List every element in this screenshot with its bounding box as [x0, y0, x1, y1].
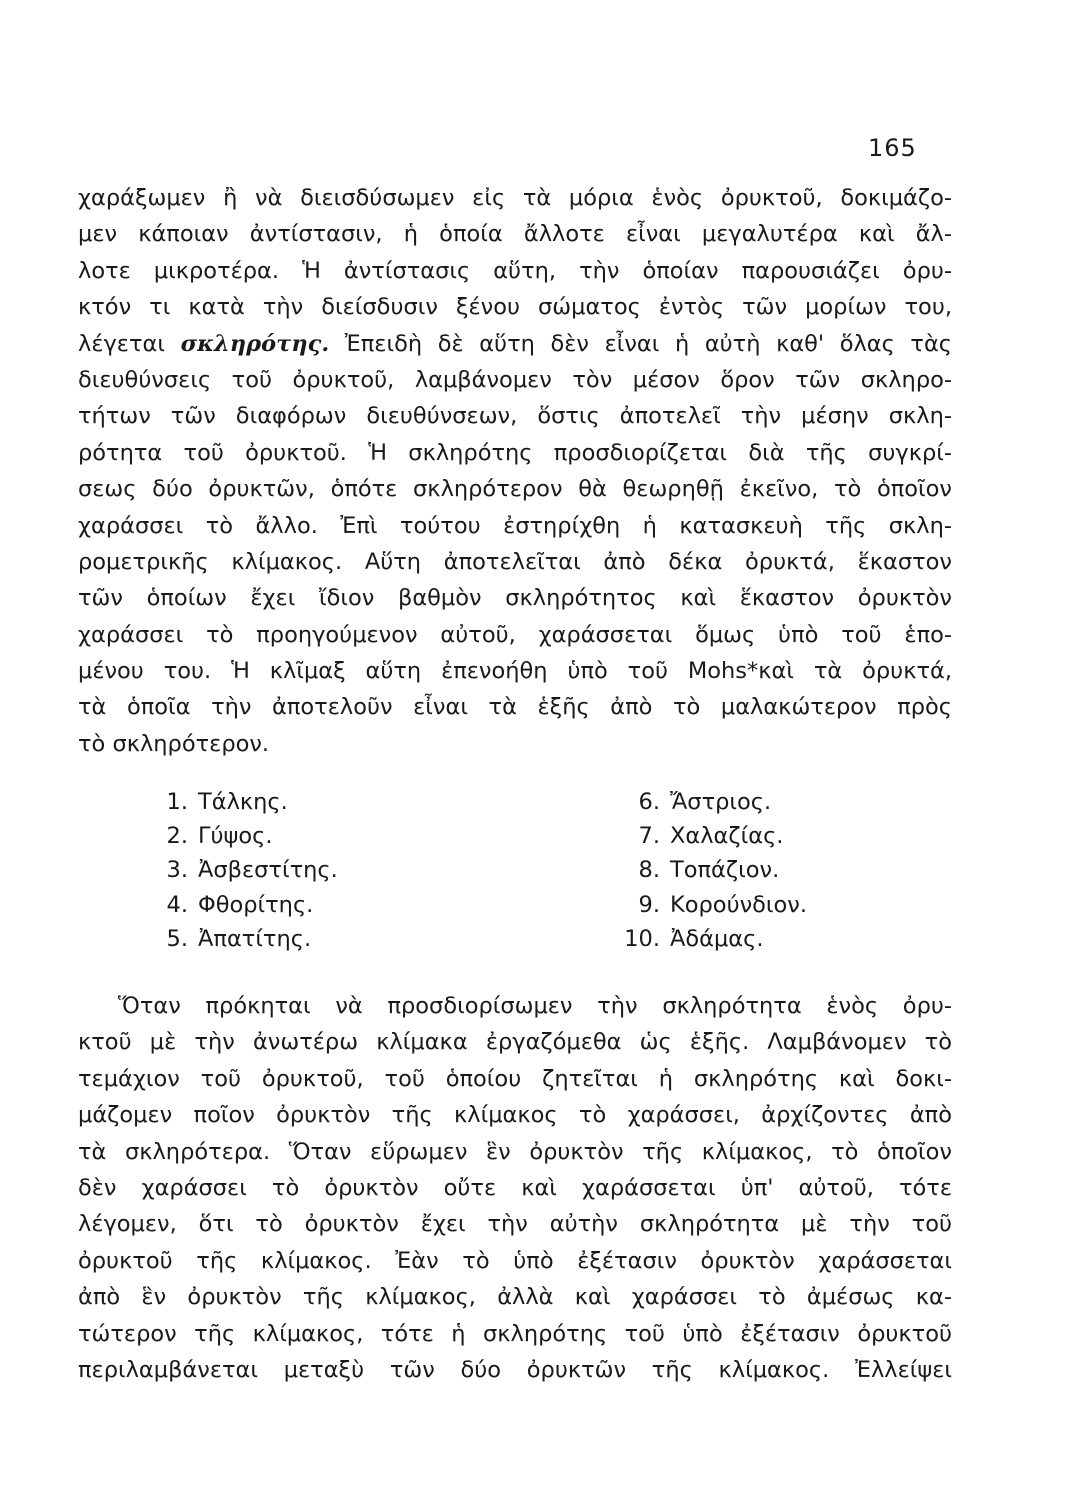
mineral-name: Κορούνδιον. [670, 891, 808, 918]
text-line: διευθύνσεις τοῦ ὀρυκτοῦ, λαμβάνομεν τὸν μέσον ὅρον τῶν σκληρο- [78, 366, 952, 393]
scale-number: 10. [624, 925, 660, 952]
mineral-name: Ἀσβεστίτης. [198, 857, 338, 884]
text-line: ρομετρικῆς κλίμακος. Αὕτη ἀποτελεῖται ἀπὸ δέκα ὀρυκτά, ἕκαστον [78, 548, 952, 575]
scale-number: 2. [166, 823, 188, 850]
text-line: τεμάχιον τοῦ ὀρυκτοῦ, τοῦ ὁποίου ζητεῖται ἡ σκληρότης καὶ δοκι- [78, 1065, 952, 1092]
text-line: μένου του. Ἡ κλῖμαξ αὕτη ἐπενοήθη ὑπὸ τοῦ Mohs*καὶ τὰ ὀρυκτά, [78, 658, 952, 685]
mineral-name: Χαλαζίας. [670, 823, 784, 850]
text-line: μάζομεν ποῖον ὀρυκτὸν τῆς κλίμακος τὸ χαράσσει, ἀρχίζοντες ἀπὸ [78, 1102, 952, 1129]
mineral-name: Ἀπατίτης. [198, 925, 312, 952]
text-line: ἀπὸ ἓν ὀρυκτὸν τῆς κλίμακος, ἀλλὰ καὶ χαράσσει τὸ ἀμέσως κα- [78, 1284, 952, 1311]
scale-number: 6. [638, 789, 660, 815]
scale-number: 1. [166, 789, 188, 815]
scale-item [150, 888, 338, 922]
text-line: λέγομεν, ὅτι τὸ ὀρυκτὸν ἔχει τὴν αὐτὴν σκληρότητα μὲ τὴν τοῦ [78, 1211, 952, 1238]
mineral-name: Γύψος. [198, 823, 273, 850]
paragraph-hardness-definition [78, 180, 952, 762]
paragraph-hardness-procedure [78, 988, 952, 1388]
scale-item [606, 819, 807, 853]
scale-number: 7. [638, 823, 660, 850]
emphasized-term: σκληρότης. [180, 330, 330, 357]
text-line: περιλαμβάνεται μεταξὺ τῶν δύο ὀρυκτῶν τῆς κλίμακος. Ἐλλείψει [78, 1356, 952, 1383]
scale-item [606, 853, 807, 887]
scale-item [150, 922, 338, 956]
text-fragment: Ἐπειδὴ δὲ αὕτη δὲν εἶναι ἡ αὐτὴ καθ' ὅλας τὰς [344, 330, 952, 357]
scale-item [150, 785, 338, 819]
text-line: τῶν ὁποίων ἔχει ἴδιον βαθμὸν σκληρότητος καὶ ἕκαστον ὀρυκτὸν [78, 585, 952, 612]
scale-number: 9. [638, 891, 660, 918]
scale-item [150, 853, 338, 887]
mineral-name: Τάλκης. [198, 789, 288, 815]
text-line: χαράξωμεν ἢ νὰ διεισδύσωμεν εἰς τὰ μόρια ἑνὸς ὀρυκτοῦ, δοκιμάζο- [78, 185, 952, 211]
text-line: χαράσσει τὸ ἄλλο. Ἐπὶ τούτου ἐστηρίχθη ἡ κατασκευὴ τῆς σκλη- [78, 512, 952, 539]
text-line: μεν κάποιαν ἀντίστασιν, ἡ ὁποία ἄλλοτε εἶναι μεγαλυτέρα καὶ ἄλ- [78, 221, 952, 248]
scale-item [606, 922, 807, 956]
text-fragment: λέγεται [78, 330, 165, 357]
text-line: δὲν χαράσσει τὸ ὀρυκτὸν οὔτε καὶ χαράσσεται ὑπ' αὐτοῦ, τότε [78, 1174, 952, 1201]
text-line: σεως δύο ὀρυκτῶν, ὁπότε σκληρότερον θὰ θεωρηθῇ ἐκεῖνο, τὸ ὁποῖον [78, 476, 952, 503]
scale-item [606, 888, 807, 922]
text-line [78, 326, 952, 362]
text-line: κτοῦ μὲ τὴν ἀνωτέρω κλίμακα ἐργαζόμεθα ὡς ἑξῆς. Λαμβάνομεν τὸ [78, 1029, 952, 1056]
text-line: ὀρυκτοῦ τῆς κλίμακος. Ἐὰν τὸ ὑπὸ ἐξέτασιν ὀρυκτὸν χαράσσεται [78, 1247, 952, 1274]
scale-number: 8. [638, 857, 660, 884]
text-line: τήτων τῶν διαφόρων διευθύνσεων, ὅστις ἀποτελεῖ τὴν μέσην σκλη- [78, 403, 952, 430]
hardness-scale-left-column [150, 785, 338, 956]
text-line: τὰ σκληρότερα. Ὅταν εὕρωμεν ἓν ὀρυκτὸν τῆς κλίμακος, τὸ ὁποῖον [78, 1138, 952, 1165]
hardness-scale-right-column [606, 785, 807, 956]
text-line: χαράσσει τὸ προηγούμενον αὐτοῦ, χαράσσεται ὅμως ὑπὸ τοῦ ἑπο- [78, 621, 952, 648]
mineral-name: Ἀδάμας. [670, 925, 764, 952]
text-line: τώτερον τῆς κλίμακος, τότε ἡ σκληρότης τοῦ ὑπὸ ἐξέτασιν ὀρυκτοῦ [78, 1320, 952, 1347]
text-line: τὰ ὁποῖα τὴν ἀποτελοῦν εἶναι τὰ ἑξῆς ἀπὸ τὸ μαλακώτερον πρὸς [78, 694, 952, 721]
scale-item [606, 785, 807, 819]
text-line: Ὅταν πρόκηται νὰ προσδιορίσωμεν τὴν σκληρότητα ἑνὸς ὀρυ- [118, 993, 952, 1019]
scale-number: 4. [166, 891, 188, 918]
mineral-name: Ἄστριος. [670, 789, 772, 815]
text-line: ρότητα τοῦ ὀρυκτοῦ. Ἡ σκληρότης προσδιορίζεται διὰ τῆς συγκρί- [78, 439, 952, 466]
text-line: λοτε μικροτέρα. Ἡ ἀντίστασις αὕτη, τὴν ὁποίαν παρουσιάζει ὀρυ- [78, 257, 952, 284]
page-number: 165 [868, 134, 917, 162]
scale-number: 3. [166, 857, 188, 884]
text-line: τὸ σκληρότερον. [78, 730, 270, 757]
mineral-name: Φθορίτης. [198, 891, 314, 918]
text-line: κτόν τι κατὰ τὴν διείσδυσιν ξένου σώματος ἐντὸς τῶν μορίων του, [78, 294, 952, 321]
mineral-name: Τοπάζιον. [670, 857, 780, 884]
scale-item [150, 819, 338, 853]
scale-number: 5. [166, 925, 188, 952]
